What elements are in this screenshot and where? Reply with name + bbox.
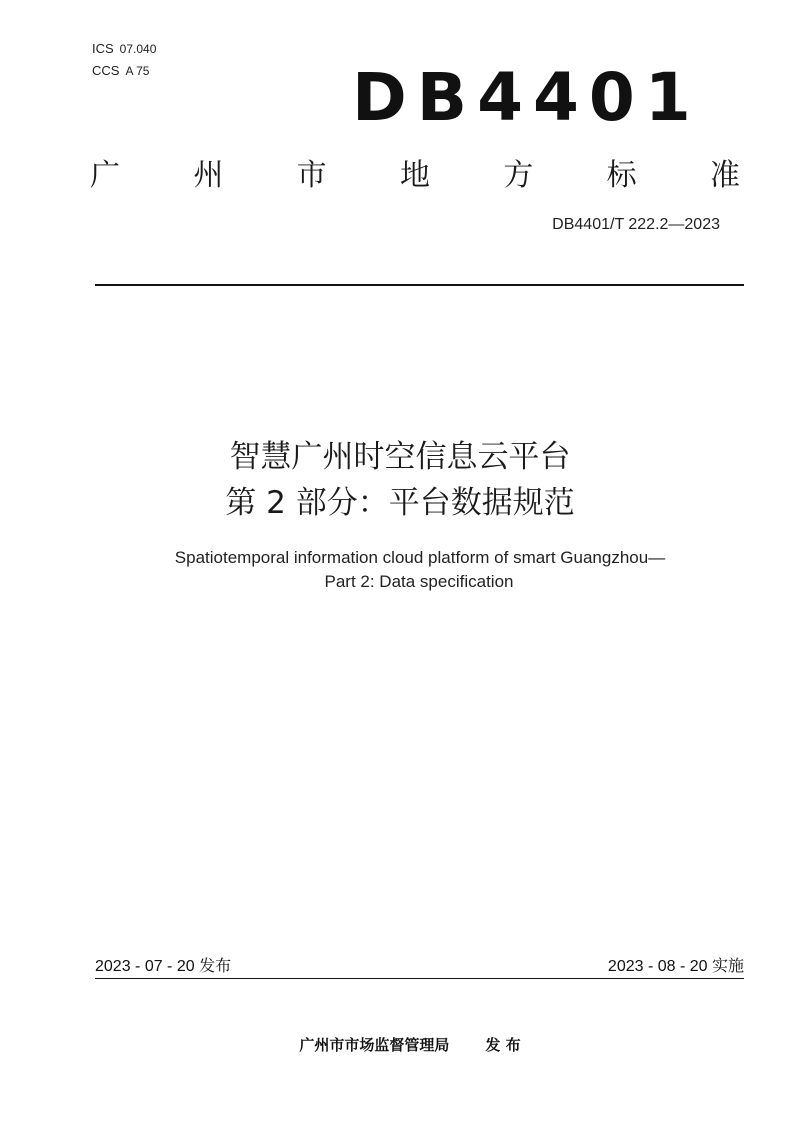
standard-type-char: 地 — [399, 158, 430, 193]
ics-label: ICS — [92, 41, 114, 56]
standard-type-char: 州 — [193, 158, 224, 193]
standard-type-char: 市 — [296, 158, 327, 193]
standard-type-char: 准 — [709, 158, 740, 193]
issuer — [0, 1034, 800, 1055]
issuer-name: 广州市市场监督管理局 — [299, 1036, 450, 1054]
bottom-divider — [95, 978, 744, 979]
issuer-action: 发 布 — [485, 1036, 521, 1054]
standard-type — [90, 156, 740, 196]
standard-type-char: 方 — [503, 158, 534, 193]
title-english-line1: Spatiotemporal information cloud platform of smart Guangzhou— — [174, 548, 666, 567]
release-date: 2023 - 07 - 20 发布 — [95, 958, 232, 975]
ccs-label: CCS — [92, 63, 120, 78]
top-divider — [95, 284, 744, 286]
standard-code: DB4401 — [352, 59, 701, 136]
ics-classification — [92, 40, 156, 58]
ccs-value: A 75 — [125, 64, 150, 78]
ccs-classification — [92, 62, 149, 80]
ics-value: 07.040 — [119, 42, 157, 56]
standard-number: DB4401/T 222.2—2023 — [552, 216, 720, 233]
title-english-line2: Part 2: Data specification — [324, 572, 514, 591]
title-chinese-line1: 智慧广州时空信息云平台 — [229, 439, 571, 475]
title-chinese-line2: 第 2 部分：平台数据规范 — [225, 485, 575, 521]
implementation-date: 2023 - 08 - 20 实施 — [607, 958, 744, 975]
standard-type-char: 标 — [606, 158, 637, 193]
standard-type-char: 广 — [90, 158, 120, 193]
